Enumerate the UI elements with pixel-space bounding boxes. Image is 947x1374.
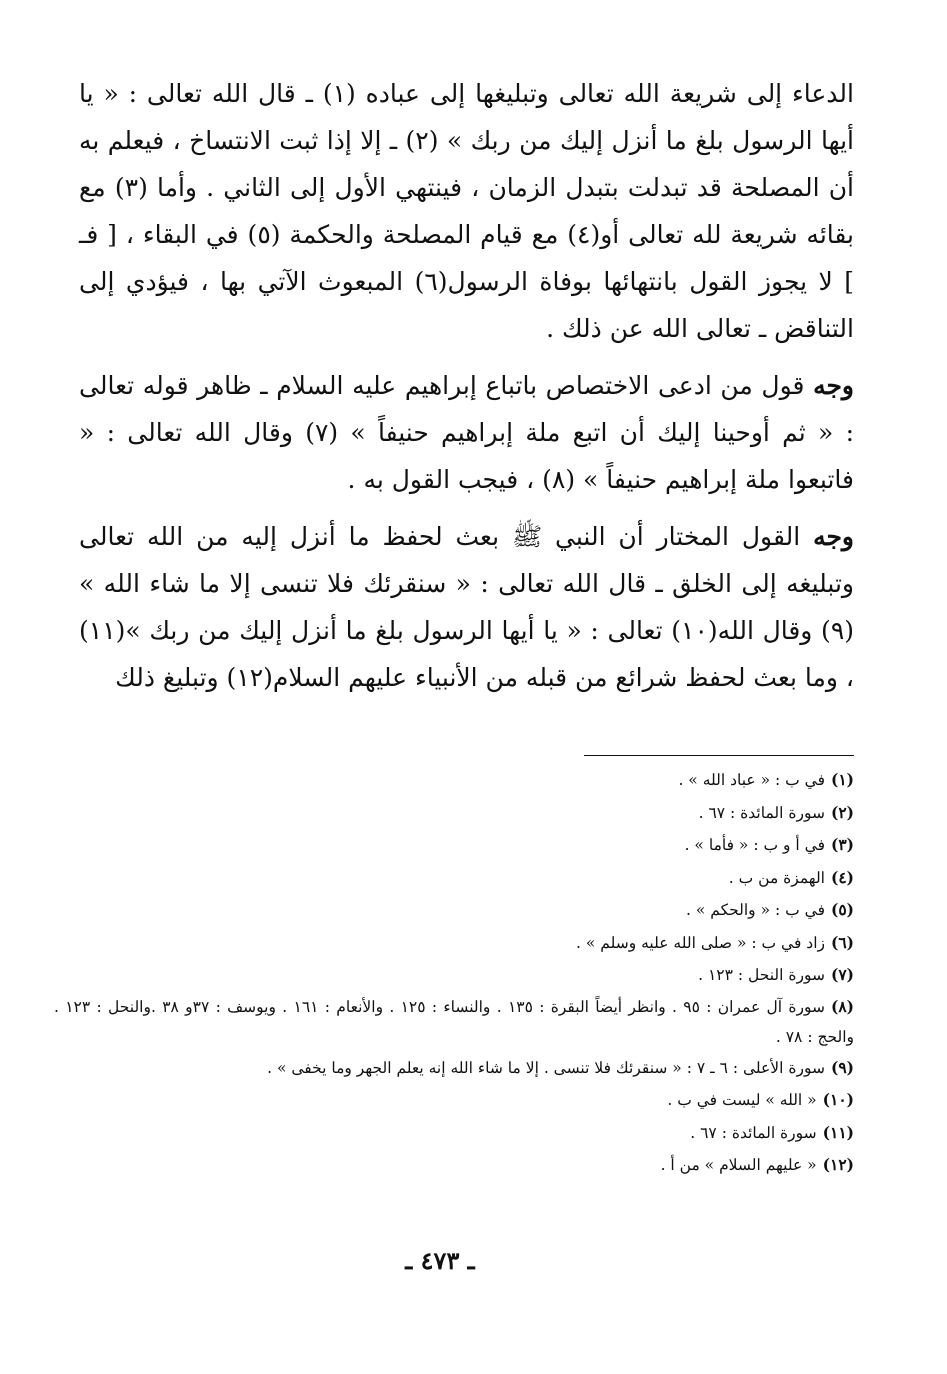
- main-text-body: [79, 70, 854, 701]
- paragraph-lead: وجه: [813, 522, 854, 551]
- footnote-number: (٣): [830, 835, 854, 854]
- footnote-number: (١١): [822, 1122, 854, 1142]
- footnote-text: سورة الأعلى : ٦ ـ ٧ : « سنقرئك فلا تنسى . إلا ما شاء الله إنه يعلم الجهر وما يخفى » .: [267, 1058, 825, 1077]
- footnote-item: [54, 959, 854, 992]
- footnote-text: في أ و ب : « فأما » .: [684, 836, 825, 854]
- footnote-text: الهمزة من ب .: [728, 868, 825, 887]
- footnotes-list: [54, 764, 854, 1182]
- footnote-text: زاد في ب : « صلى الله عليه وسلم » .: [576, 933, 825, 952]
- footnote-number: (٦): [830, 932, 854, 952]
- footnote-number: (٧): [830, 965, 854, 984]
- paragraph-continuation: [79, 70, 854, 352]
- paragraph-text: الدعاء إلى شريعة الله تعالى وتبليغها إلى عباده (١) ـ قال الله تعالى : « يا أيها الرسول بلغ ما أنزل إليك من ربك » (٢) ـ إلا إذا ثبت الانتساخ ، فيعلم به أن المصلحة قد تبدلت بتبدل الزمان ، فينتهي الأول إلى الثاني . وأما (٣) مع بقائه شريعة لله تعالى أو(٤) مع قيام المصلحة والحكمة (٥) في البقاء ، [ فـ ] لا يجوز القول بانتهائها بوفاة الرسول(٦) المبعوث الآتي بها ، فيؤدي إلى التناقض ـ تعالى الله عن ذلك .: [79, 79, 855, 343]
- footnote-item: [54, 992, 854, 1052]
- footnote-text: في ب : « والحكم » .: [685, 901, 825, 919]
- footnote-text: سورة آل عمران : ٩٥ . وانظر أيضاً البقرة : ١٣٥ . والنساء : ١٢٥ . والأنعام : ١٦١ . ويوسف : ٣٧و ٣٨ .والنحل : ١٢٣ . والحج : ٧٨ .: [54, 997, 854, 1046]
- footnote-item: [54, 894, 854, 927]
- footnote-separator: [584, 755, 854, 756]
- footnote-number: (٨): [830, 996, 854, 1016]
- footnote-text: سورة النحل : ١٢٣ .: [698, 966, 825, 984]
- footnote-item: [54, 1084, 854, 1117]
- footnote-text: في ب : « عباد الله » .: [678, 771, 825, 789]
- footnote-text: سورة المائدة : ٦٧ .: [690, 1123, 817, 1142]
- footnote-item: [54, 1149, 854, 1182]
- footnote-number: (١٠): [822, 1090, 854, 1109]
- paragraph-lead: وجه: [813, 371, 854, 400]
- footnote-item: [54, 764, 854, 797]
- footnote-number: (٢): [830, 802, 854, 822]
- footnote-item: [54, 862, 854, 895]
- paragraph-text: قول من ادعى الاختصاص باتباع إبراهيم عليه السلام ـ ظاهر قوله تعالى : « ثم أوحينا إليك أن اتبع ملة إبراهيم حنيفاً » (٧) وقال الله تعالى : « فاتبعوا ملة إبراهيم حنيفاً » (٨) ، فيجب القول به .: [79, 371, 855, 494]
- footnote-item: [54, 1117, 854, 1150]
- footnote-item: [54, 927, 854, 960]
- paragraph-chosen-view: [79, 513, 854, 701]
- footnote-number: (١): [830, 770, 854, 789]
- footnote-item: [54, 797, 854, 830]
- footnote-item: [54, 829, 854, 862]
- page-number: ـ ٤٧٣ ـ: [405, 1246, 475, 1275]
- footnote-text: « عليهم السلام » من أ .: [660, 1156, 817, 1174]
- footnote-text: سورة المائدة : ٦٧ .: [698, 803, 825, 822]
- footnote-number: (٥): [830, 900, 854, 919]
- footnote-text: « الله » ليست في ب .: [667, 1091, 817, 1109]
- footnote-number: (١٢): [822, 1155, 854, 1174]
- footnote-number: (٩): [830, 1057, 854, 1077]
- paragraph-text: القول المختار أن النبي ﷺ بعث لحفظ ما أنزل إليه من الله تعالى وتبليغه إلى الخلق ـ قال الله تعالى : « سنقرئك فلا تنسى إلا ما شاء الله » (٩) وقال الله(١٠) تعالى : « يا أيها الرسول بلغ ما أنزل إليك من ربك »(١١) ، وما بعث لحفظ شرائع من قبله من الأنبياء عليهم السلام(١٢) وتبليغ ذلك: [79, 522, 855, 692]
- paragraph-ibrahim-claim: [79, 362, 854, 503]
- footnote-number: (٤): [830, 867, 854, 887]
- footnote-item: [54, 1052, 854, 1085]
